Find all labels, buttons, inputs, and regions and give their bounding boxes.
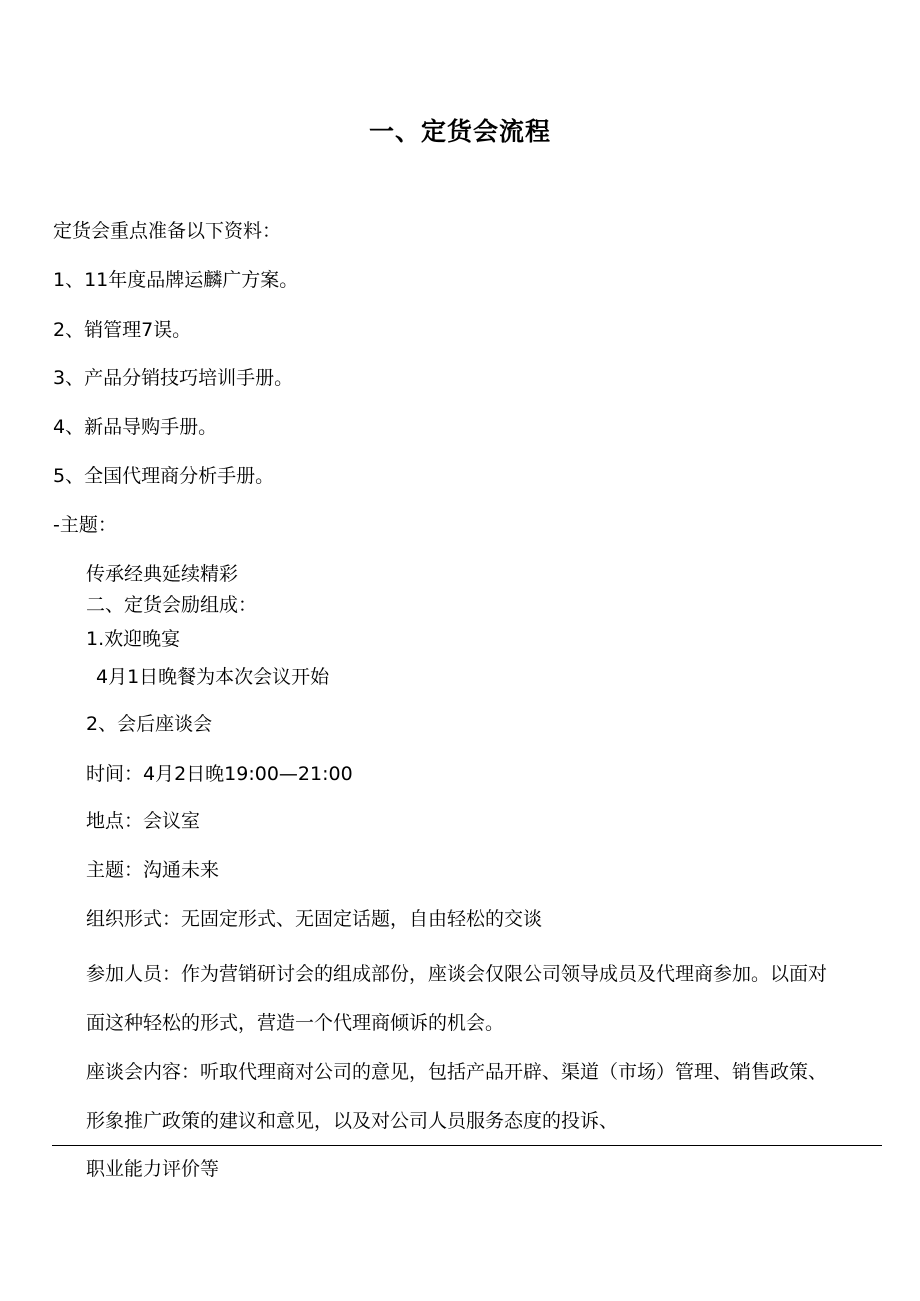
prep-item-3: 3、产品分销技巧培训手册。 [53, 367, 294, 389]
prep-item-4: 4、新品导购手册。 [53, 416, 218, 438]
welcome-detail: 4月1日晚餐为本次会议开始 [96, 666, 330, 688]
welcome-heading: 1.欢迎晚宴 [86, 628, 181, 650]
forum-format: 组织形式：无固定形式、无固定话题，自由轻松的交谈 [86, 908, 543, 930]
forum-content-line-1: 座谈会内容：听取代理商对公司的意见，包括产品开辟、渠道（市场）管理、销售政策、 [86, 1061, 828, 1083]
page-title: 一、定货会流程 [368, 117, 551, 146]
forum-time: 时间：4月2日晚19:00—21:00 [86, 763, 353, 785]
forum-topic: 主题：沟通未来 [86, 859, 220, 881]
forum-place: 地点：会议室 [86, 810, 201, 832]
prep-item-1: 1、11年度品牌运麟广方案。 [53, 269, 299, 291]
section-2-heading: 二、定货会励组成： [86, 594, 258, 616]
page-break-divider [52, 1145, 882, 1146]
theme-value: 传承经典延续精彩 [86, 563, 239, 585]
forum-participants-line-1: 参加人员：作为营销研讨会的组成部份，座谈会仅限公司领导成员及代理商参加。以面对 [86, 963, 828, 985]
forum-heading: 2、会后座谈会 [86, 713, 213, 735]
prep-item-2: 2、销管理7误。 [53, 319, 192, 341]
forum-content-line-3: 职业能力评价等 [86, 1158, 220, 1180]
prep-intro: 定货会重点准备以下资料： [53, 220, 282, 242]
forum-content-line-2: 形象推广政策的建议和意见，以及对公司人员服务态度的投诉、 [86, 1110, 619, 1132]
prep-item-5: 5、全国代理商分析手册。 [53, 465, 275, 487]
theme-label: -主题： [53, 514, 117, 536]
forum-participants-line-2: 面这种轻松的形式，营造一个代理商倾诉的机会。 [86, 1012, 505, 1034]
